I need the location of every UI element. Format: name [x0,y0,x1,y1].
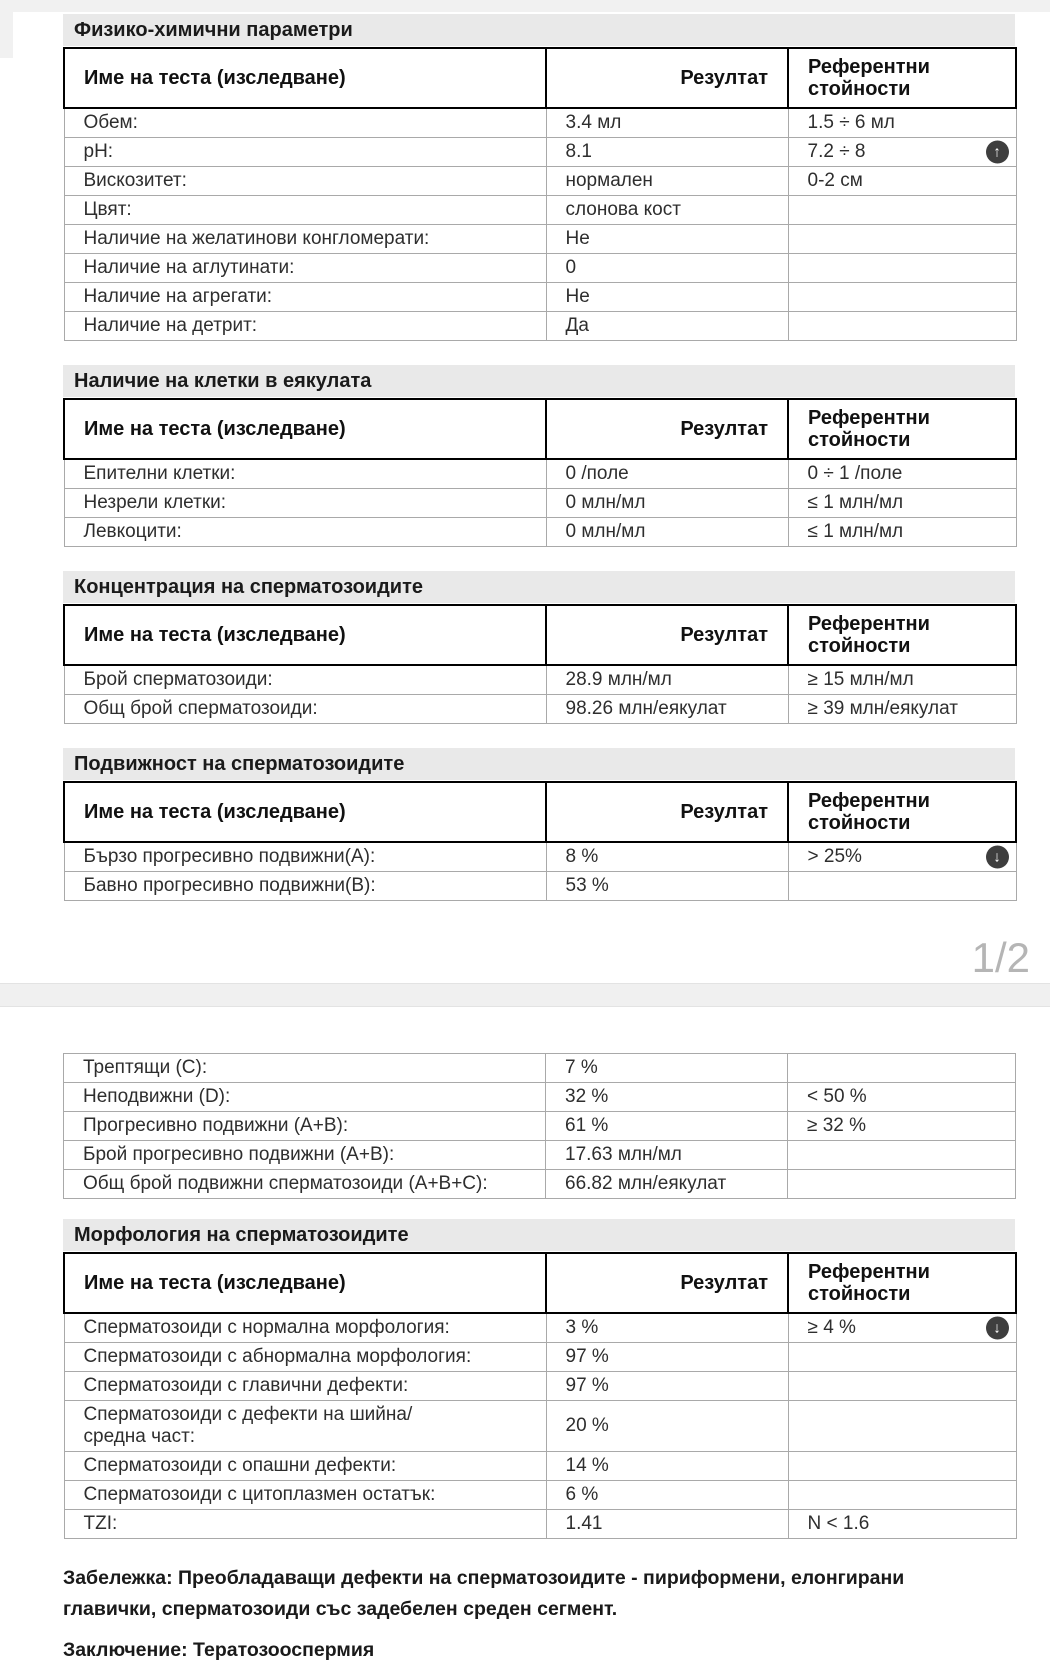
reference-cell [788,225,1016,254]
reference-cell [788,196,1016,225]
test-name-cell: Бавно прогресивно подвижни(В): [64,872,546,901]
test-name-cell: Неподвижни (D): [64,1083,546,1112]
column-header-row [64,782,1016,842]
reference-value: 1.5 ÷ 6 мл [807,112,895,133]
reference-value: N < 1.6 [807,1513,870,1534]
test-name-cell: Наличие на желатинови конгломерати: [64,225,546,254]
table-row [64,872,1016,901]
reference-cell [788,842,1016,872]
test-name-cell: Общ брой сперматозоиди: [64,695,546,724]
result-cell: 1.41 [546,1510,788,1539]
table-row [64,225,1016,254]
reference-cell [788,1510,1016,1539]
result-cell: 98.26 млн/еякулат [546,695,788,724]
reference-cell [788,1141,1016,1170]
page-break-band [0,983,1050,1007]
test-name-cell: Общ брой подвижни сперматозоиди (А+В+С): [64,1170,546,1199]
reference-cell [788,1481,1016,1510]
result-cell: 14 % [546,1452,788,1481]
page-number-indicator: 1/2 [971,934,1030,981]
reference-value: > 25% [807,846,862,867]
conclusion-text: Заключение: Тератозооспермия [63,1639,375,1661]
column-header-result: Резултат [546,782,788,842]
table-cells-in-ejaculate [63,398,1017,547]
reference-cell [788,138,1016,167]
table-row [64,283,1016,312]
result-cell: 0 млн/мл [546,489,788,518]
result-cell: 28.9 млн/мл [546,665,788,695]
section-title-cells-in-ejaculate [63,365,1015,397]
test-name-cell: Сперматозоиди с нормална морфология: [64,1313,546,1343]
reference-cell [788,1313,1016,1343]
result-cell: Не [546,225,788,254]
result-cell: 61 % [546,1112,788,1141]
reference-cell [788,518,1016,547]
reference-cell [788,459,1016,489]
reference-cell [788,1343,1016,1372]
note-text: Забележка: Преобладаващи дефекти на сперматозоидите - пириформени, елонгирани главички, сперматозоиди със задебелен среден сегмент. [63,1567,905,1620]
reference-value: 7.2 ÷ 8 [807,141,866,162]
test-name-cell: Сперматозоиди с дефекти на шийна/средна част: [64,1401,546,1452]
down-arrow-icon: ↓ [986,1317,1009,1340]
reference-cell [788,312,1016,341]
reference-cell [788,167,1016,196]
report-sections-page2 [0,1053,1050,1539]
page-left-strip [0,12,13,58]
table-physico-chemical [63,47,1017,341]
result-cell: Не [546,283,788,312]
column-header-row [64,1253,1016,1313]
column-header-result: Резултат [546,48,788,108]
reference-value: ≤ 1 млн/мл [807,521,904,542]
result-cell: 53 % [546,872,788,901]
table-row [64,108,1016,138]
test-name-cell: pH: [64,138,546,167]
table-row [64,1083,1016,1112]
section-title-label: Физико-химични параметри [74,19,353,41]
test-name-cell: Брой сперматозоиди: [64,665,546,695]
section-title-label: Морфология на сперматозоидите [74,1224,409,1246]
table-row [64,1372,1016,1401]
test-name-cell: Прогресивно подвижни (А+В): [64,1112,546,1141]
column-header-reference: Референтни стойности [788,48,1016,108]
result-cell: 6 % [546,1481,788,1510]
reference-cell [788,1112,1016,1141]
down-arrow-icon: ↓ [986,846,1009,869]
test-name-cell: Сперматозоиди с абнормална морфология: [64,1343,546,1372]
table-row [64,1510,1016,1539]
reference-cell [788,1401,1016,1452]
test-name-cell: Епителни клетки: [64,459,546,489]
test-name-cell: TZI: [64,1510,546,1539]
column-header-reference: Референтни стойности [788,605,1016,665]
test-name-cell: Наличие на детрит: [64,312,546,341]
reference-cell [788,1083,1016,1112]
column-header-result: Резултат [546,399,788,459]
table-row [64,1481,1016,1510]
table-row [64,489,1016,518]
result-cell: 8 % [546,842,788,872]
table-row [64,1112,1016,1141]
table-row [64,1170,1016,1199]
reference-cell [788,1372,1016,1401]
result-cell: 0 /поле [546,459,788,489]
column-header-row [64,399,1016,459]
reference-cell [788,1054,1016,1083]
page-top-strip [0,0,1050,12]
result-cell: 3.4 мл [546,108,788,138]
result-cell: 8.1 [546,138,788,167]
table-row [64,167,1016,196]
table-row [64,518,1016,547]
column-header-result: Резултат [546,605,788,665]
reference-value: 0-2 см [807,170,863,191]
column-header-test-name: Име на теста (изследване) [64,605,546,665]
table-row [64,459,1016,489]
result-cell: 20 % [546,1401,788,1452]
table-row [64,665,1016,695]
result-cell: 7 % [546,1054,788,1083]
column-header-reference: Референтни стойности [788,399,1016,459]
table-row [64,1401,1016,1452]
column-header-test-name: Име на теста (изследване) [64,399,546,459]
table-row [64,842,1016,872]
column-header-test-name: Име на теста (изследване) [64,782,546,842]
table-sperm-motility [63,781,1017,901]
column-header-test-name: Име на теста (изследване) [64,48,546,108]
column-header-row [64,605,1016,665]
reference-value: ≥ 39 млн/еякулат [807,698,958,719]
result-cell: 0 млн/мл [546,518,788,547]
test-name-cell: Сперматозоиди с опашни дефекти: [64,1452,546,1481]
table-row [64,196,1016,225]
reference-cell [788,872,1016,901]
reference-cell [788,108,1016,138]
table-row [64,1054,1016,1083]
reference-cell [788,489,1016,518]
reference-cell [788,665,1016,695]
section-title-sperm-morphology [63,1219,1015,1251]
table-row [64,138,1016,167]
table-row [64,1313,1016,1343]
up-arrow-icon: ↑ [986,141,1009,164]
section-title-label: Наличие на клетки в еякулата [74,370,372,392]
result-cell: Да [546,312,788,341]
table-row [64,1141,1016,1170]
test-name-cell: Цвят: [64,196,546,225]
column-header-reference: Референтни стойности [788,782,1016,842]
table-row [64,312,1016,341]
report-content [0,14,1050,1666]
test-name-cell: Трептящи (С): [64,1054,546,1083]
table-sperm-motility-continued [63,1053,1016,1199]
table-row [64,1452,1016,1481]
section-title-label: Подвижност на сперматозоидите [74,753,405,775]
test-name-cell: Брой прогресивно подвижни (А+В): [64,1141,546,1170]
table-row [64,254,1016,283]
test-name-cell: Наличие на агрегати: [64,283,546,312]
result-cell: 97 % [546,1372,788,1401]
table-row [64,695,1016,724]
reference-value: < 50 % [807,1086,867,1107]
test-name-cell: Сперматозоиди с цитоплазмен остатък: [64,1481,546,1510]
section-title-physico-chemical [63,14,1015,46]
reference-cell [788,695,1016,724]
section-title-sperm-motility [63,748,1015,780]
test-name-cell: Бързо прогресивно подвижни(А): [64,842,546,872]
reference-value: ≥ 32 % [807,1115,867,1136]
reference-cell [788,1452,1016,1481]
result-cell: 17.63 млн/мл [546,1141,788,1170]
test-name-cell: Сперматозоиди с главични дефекти: [64,1372,546,1401]
result-cell: нормален [546,167,788,196]
test-name-cell: Наличие на аглутинати: [64,254,546,283]
report-sections-page1 [0,14,1050,901]
test-name-cell: Обем: [64,108,546,138]
reference-cell [788,283,1016,312]
reference-value: ≥ 15 млн/мл [807,669,914,690]
result-cell: 66.82 млн/еякулат [546,1170,788,1199]
test-name-cell: Вискозитет: [64,167,546,196]
reference-cell [788,254,1016,283]
section-title-label: Концентрация на сперматозоидите [74,576,423,598]
reference-cell [788,1170,1016,1199]
section-title-sperm-concentration [63,571,1015,603]
reference-value: ≤ 1 млн/мл [807,492,904,513]
column-header-reference: Референтни стойности [788,1253,1016,1313]
reference-value: 0 ÷ 1 /поле [807,463,903,484]
column-header-test-name: Име на теста (изследване) [64,1253,546,1313]
test-name-cell: Незрели клетки: [64,489,546,518]
result-cell: 32 % [546,1083,788,1112]
column-header-result: Резултат [546,1253,788,1313]
table-row [64,1343,1016,1372]
result-cell: 3 % [546,1313,788,1343]
table-sperm-morphology [63,1252,1017,1539]
reference-value: ≥ 4 % [807,1317,856,1338]
column-header-row [64,48,1016,108]
result-cell: слонова кост [546,196,788,225]
table-sperm-concentration [63,604,1017,724]
result-cell: 97 % [546,1343,788,1372]
test-name-cell: Левкоцити: [64,518,546,547]
result-cell: 0 [546,254,788,283]
